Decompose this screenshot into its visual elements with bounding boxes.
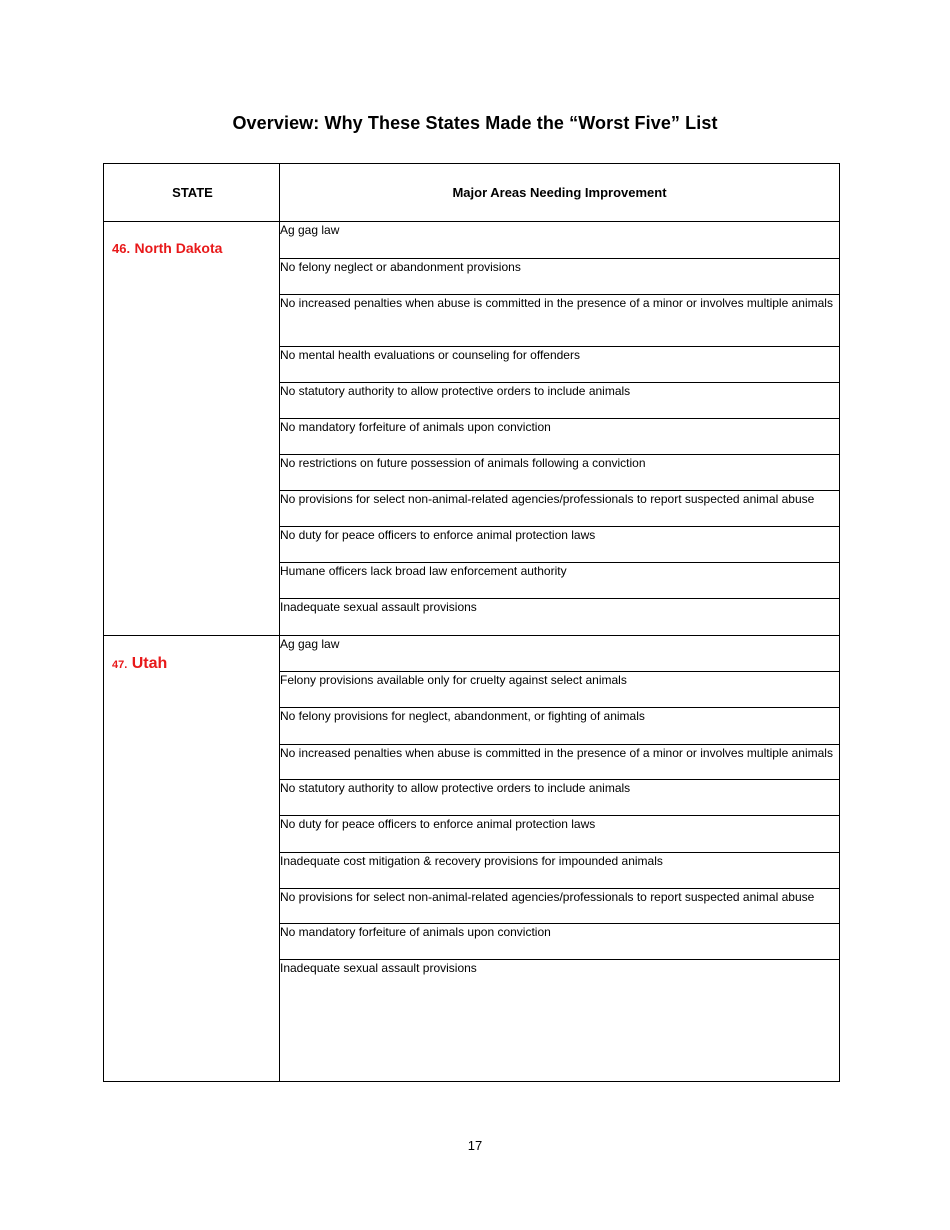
- state-rank: 47.: [112, 659, 128, 671]
- areas-column-header: Major Areas Needing Improvement: [280, 164, 840, 222]
- area-item: No provisions for select non-animal-related agencies/professionals to report suspected animal abuse: [280, 491, 840, 527]
- area-item: No duty for peace officers to enforce animal protection laws: [280, 527, 840, 563]
- area-item: Humane officers lack broad law enforcement authority: [280, 563, 840, 599]
- page-number: 17: [467, 1138, 483, 1153]
- worst-five-table: [103, 163, 840, 1082]
- area-item: No statutory authority to allow protective orders to include animals: [280, 383, 840, 419]
- area-item: No provisions for select non-animal-related agencies/professionals to report suspected animal abuse: [280, 889, 840, 924]
- state-label-north-dakota: [104, 240, 279, 258]
- area-item: No increased penalties when abuse is committed in the presence of a minor or involves multiple animals: [280, 745, 840, 780]
- table-row: [104, 222, 840, 259]
- table-header-row: [104, 164, 840, 222]
- area-item: No mental health evaluations or counseling for offenders: [280, 347, 840, 383]
- area-item: Felony provisions available only for cruelty against select animals: [280, 672, 840, 708]
- area-item: No felony neglect or abandonment provisions: [280, 259, 840, 295]
- area-item: No felony provisions for neglect, abandonment, or fighting of animals: [280, 708, 840, 745]
- state-label-utah: [104, 655, 279, 673]
- area-item: No restrictions on future possession of animals following a conviction: [280, 455, 840, 491]
- area-item: No mandatory forfeiture of animals upon conviction: [280, 419, 840, 455]
- state-name: North Dakota: [134, 240, 223, 256]
- state-cell-north-dakota: [104, 222, 280, 636]
- state-rank: 46.: [112, 241, 131, 256]
- area-item: Inadequate sexual assault provisions: [280, 960, 840, 1082]
- area-item: Inadequate cost mitigation & recovery provisions for impounded animals: [280, 853, 840, 889]
- page-title: Overview: Why These States Made the “Worst Five” List: [232, 113, 718, 133]
- area-item: Inadequate sexual assault provisions: [280, 599, 840, 636]
- state-name: Utah: [131, 655, 168, 672]
- area-item: No statutory authority to allow protective orders to include animals: [280, 780, 840, 816]
- area-item: No increased penalties when abuse is committed in the presence of a minor or involves multiple animals: [280, 295, 840, 347]
- area-item: Ag gag law: [280, 222, 840, 259]
- table-row: [104, 636, 840, 672]
- area-item: No duty for peace officers to enforce animal protection laws: [280, 816, 840, 853]
- area-item: Ag gag law: [280, 636, 840, 672]
- state-column-header: STATE: [104, 164, 280, 222]
- area-item: No mandatory forfeiture of animals upon conviction: [280, 924, 840, 960]
- state-cell-utah: [104, 636, 280, 1082]
